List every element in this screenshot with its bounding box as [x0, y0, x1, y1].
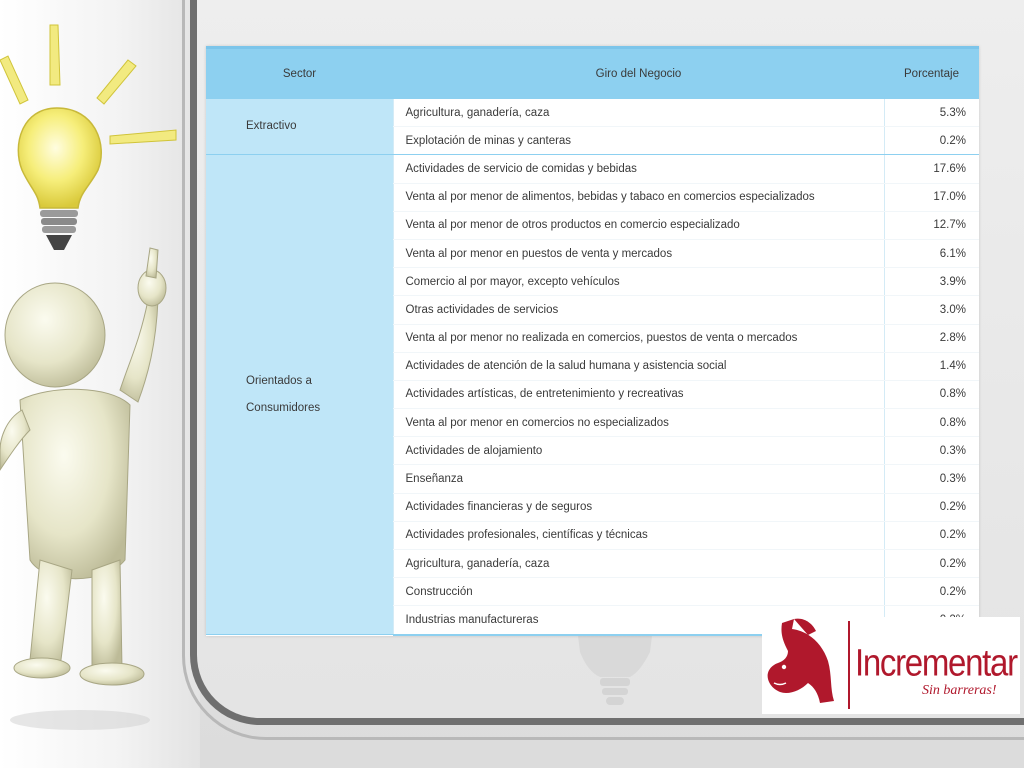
table-row: [206, 155, 979, 183]
pct-cell: 5.3%: [884, 99, 979, 127]
logo-tagline: Sin barreras!: [922, 683, 997, 698]
pct-cell: 0.2%: [884, 493, 979, 521]
incrementar-logo: [762, 617, 1020, 714]
giro-cell: Venta al por menor de alimentos, bebidas y tabaco en comercios especializados: [393, 183, 884, 211]
giro-cell: Actividades profesionales, científicas y técnicas: [393, 521, 884, 549]
logo-divider: [848, 621, 850, 709]
pct-cell: 0.2%: [884, 127, 979, 155]
pct-cell: 0.8%: [884, 409, 979, 437]
horse-head-icon: [764, 617, 848, 714]
pct-cell: 1.4%: [884, 352, 979, 380]
pct-cell: 3.0%: [884, 296, 979, 324]
giro-cell: Venta al por menor en puestos de venta y mercados: [393, 239, 884, 267]
giro-cell: Actividades financieras y de seguros: [393, 493, 884, 521]
pct-cell: 6.1%: [884, 239, 979, 267]
sector-cell-consumidores: Orientados a Consumidores: [206, 155, 393, 635]
pct-cell: 0.2%: [884, 521, 979, 549]
pct-cell: 0.2%: [884, 578, 979, 606]
header-porcentaje: Porcentaje: [884, 48, 979, 100]
table-row: [206, 99, 979, 127]
giro-cell: Agricultura, ganadería, caza: [393, 99, 884, 127]
pct-cell: 2.8%: [884, 324, 979, 352]
pct-cell: 3.9%: [884, 268, 979, 296]
pct-cell: 0.3%: [884, 437, 979, 465]
giro-cell: Enseñanza: [393, 465, 884, 493]
giro-cell: Otras actividades de servicios: [393, 296, 884, 324]
giro-cell: Actividades artísticas, de entretenimiento y recreativas: [393, 380, 884, 408]
giro-cell: Comercio al por mayor, excepto vehículos: [393, 268, 884, 296]
giro-cell: Actividades de atención de la salud humana y asistencia social: [393, 352, 884, 380]
giro-cell: Explotación de minas y canteras: [393, 127, 884, 155]
stick-figure-pointing-icon: [0, 0, 200, 768]
pct-cell: 17.6%: [884, 155, 979, 183]
header-sector: Sector: [206, 48, 393, 100]
table-header-row: [206, 48, 979, 100]
header-giro: Giro del Negocio: [393, 48, 884, 100]
pct-cell: 0.3%: [884, 465, 979, 493]
giro-cell: Construcción: [393, 578, 884, 606]
giro-cell: Industrias manufactureras: [393, 606, 884, 635]
giro-cell: Venta al por menor de otros productos en comercio especializado: [393, 211, 884, 239]
pct-cell: 12.7%: [884, 211, 979, 239]
lightbulb-icon: [0, 25, 176, 250]
pct-cell: 0.8%: [884, 380, 979, 408]
sector-cell-extractivo: Extractivo: [206, 99, 393, 155]
pct-cell: 17.0%: [884, 183, 979, 211]
business-sector-table: [206, 46, 979, 636]
pct-cell: 0.2%: [884, 550, 979, 578]
logo-name: Incrementar: [855, 641, 1017, 684]
giro-cell: Venta al por menor en comercios no especializados: [393, 409, 884, 437]
giro-cell: Venta al por menor no realizada en comercios, puestos de venta o mercados: [393, 324, 884, 352]
giro-cell: Actividades de servicio de comidas y bebidas: [393, 155, 884, 183]
giro-cell: Actividades de alojamiento: [393, 437, 884, 465]
giro-cell: Agricultura, ganadería, caza: [393, 550, 884, 578]
